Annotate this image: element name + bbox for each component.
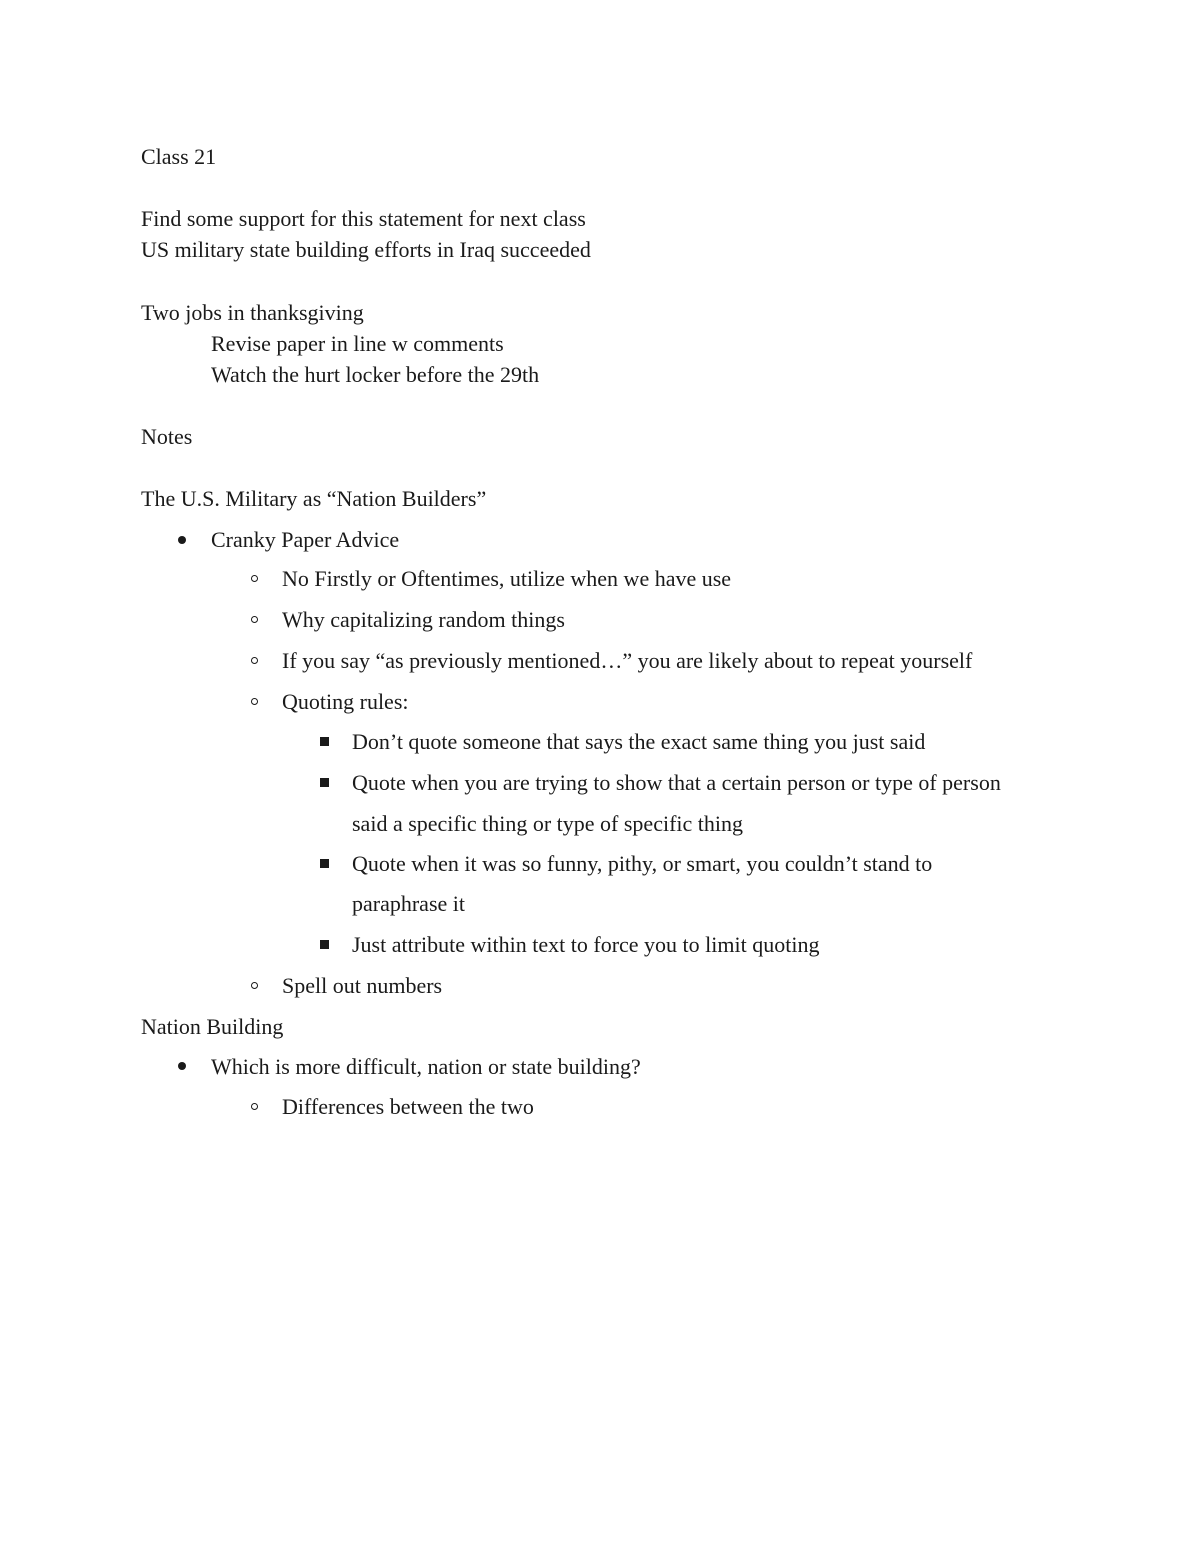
list-item: Quote when you are trying to show that a certain person or type of person [352,770,1001,795]
jobs-heading: Two jobs in thanksgiving [141,300,364,325]
square-bullet-icon [320,778,329,787]
job-item: Revise paper in line w comments [211,331,504,356]
list-item: Quoting rules: [282,689,409,714]
list-item: Cranky Paper Advice [211,527,400,552]
list-item: Just attribute within text to force you to limit quoting [352,932,820,957]
hollow-bullet-icon [251,616,258,623]
assignment-line-1: Find some support for this statement for next class [141,206,586,231]
hollow-bullet-icon [251,657,258,664]
assignment-line-2: US military state building efforts in Iraq succeeded [141,237,591,262]
list-item: No Firstly or Oftentimes, utilize when we have use [282,566,732,591]
section-title: Nation Building [141,1014,284,1039]
list-item: Why capitalizing random things [282,607,565,632]
square-bullet-icon [320,737,329,746]
class-title: Class 21 [141,144,217,169]
hollow-bullet-icon [251,575,258,582]
square-bullet-icon [320,859,329,868]
square-bullet-icon [320,940,329,949]
hollow-bullet-icon [251,1103,258,1110]
list-item: If you say “as previously mentioned…” you are likely about to repeat yourself [282,648,973,673]
list-item-continuation: paraphrase it [352,891,465,916]
list-item: Which is more difficult, nation or state building? [211,1054,641,1079]
job-item: Watch the hurt locker before the 29th [211,362,540,387]
section-title: The U.S. Military as “Nation Builders” [141,486,487,511]
filled-bullet-icon [178,1062,186,1070]
hollow-bullet-icon [251,982,258,989]
list-item: Quote when it was so funny, pithy, or smart, you couldn’t stand to [352,851,933,876]
list-item: Differences between the two [282,1094,534,1119]
notes-heading: Notes [141,424,193,449]
filled-bullet-icon [178,536,186,544]
hollow-bullet-icon [251,698,258,705]
list-item: Don’t quote someone that says the exact same thing you just said [352,729,926,754]
list-item: Spell out numbers [282,973,443,998]
list-item-continuation: said a specific thing or type of specific thing [352,811,743,836]
